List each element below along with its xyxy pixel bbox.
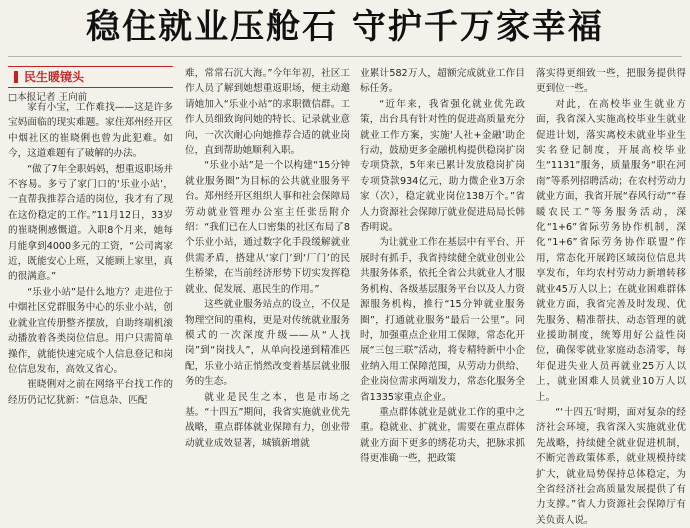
paragraph: 崔晓俐对之前在网络平台找工作的经历仍记忆犹新：“信息杂、匹配 bbox=[8, 379, 173, 406]
article-column-4 bbox=[536, 66, 686, 526]
kicker-label: 民生暖镜头 bbox=[24, 70, 85, 84]
paragraph: 重点群体就业是就业工作的重中之重。稳就业、扩就业，需要在重点群体就业方面下更多的绣花功夫，把脉求抓得更准确一些，把政策 bbox=[360, 406, 525, 465]
paragraph: 对此，在高校毕业生就业方面，我省深入实施高校毕业生就业促进计划，落实离校未就业毕业生实名登记制度，开展高校毕业生“1131”服务，质量服务“职在河南”等系列招聘活动；在农村劳动力就业方面，我省开展“春风行动”“春暖农民工”等务服务活动，深化“1+6”省际劳务协作机制，深化“1+6”省际劳务协作联盟”作用，常态化开展跨区域岗位信息共享发布，年均农村劳动力新增转移就业45万人以上；在就业困难群体就业方面，我省完善及时发现、优先服务、精准帮扶、动态管理的就业援助制度，统筹用好公益性岗位，确保零就业家庭动态清零，每年促进失业人员再就业25万人以上，就业困难人员就业10万人以上。 bbox=[536, 98, 686, 403]
headline-divider bbox=[8, 56, 682, 57]
paragraph: “乐业小站”是什么地方？走进位于中烟社区党群服务中心的乐业小站，创业就业宣传册整齐摆放，自助终端机滚动播放着各类岗位信息。用户只需简单操作，就能快速完成个人信息登记和岗位信息发布，高效又省心。 bbox=[8, 286, 173, 375]
paragraph: 就业是民生之本，也是市场之基。“十四五”期间，我省实施就业优先战略，重点群体就业保障有力，创业带动就业成效显著，城镇新增就 bbox=[185, 391, 350, 449]
kicker-bar bbox=[14, 71, 18, 83]
article-column-3 bbox=[360, 66, 525, 465]
paragraph: 业累计582万人，超额完成就业工作目标任务。 bbox=[360, 68, 525, 95]
paragraph: “乐业小站”是一个以构建“15分钟就业服务圈”为目标的公共就业服务平台。郑州经开区组织人事和社会保障局劳动就业管理办公室主任张岳附介绍：“我们已在人口密集的社区布局了8个乐业小站，通过数字化手段缓解就业供需矛盾，搭建从‘家门’到‘厂门’的民生桥梁，在当前经济形势下切实发挥稳就业、促发展、惠民生的作用。” bbox=[185, 160, 350, 295]
paragraph: 难，常常石沉大海。”今年年初，社区工作人员了解到她想重返职场，便主动邀请她加入“乐业小站”的求职微信群。工作人员细致询问她的特长、记录就业意向，一次次耐心向她推荐合适的就业岗位，直到帮助她顺利入职。 bbox=[185, 68, 350, 157]
paragraph: 落实得更细致一些，把服务提供得更到位一些。 bbox=[536, 68, 686, 95]
article-column-2 bbox=[185, 66, 350, 449]
headline: 稳住就业压舱石 守护千万家幸福 bbox=[86, 7, 604, 47]
byline: □本报记者 王向前 bbox=[8, 92, 88, 103]
paragraph: “做了7年全职妈妈，想重返职场并不容易。多亏了家门口的‘乐业小站’，一直帮我推荐合适的岗位，我才有了现在这份稳定的工作。”11月12日，33岁的崔晓俐感慨道。入职8个月来，她每月能拿到4000多元的工资，“公司离家近，既能安心上班，又能顾上家里，真的很满意。” bbox=[8, 163, 173, 283]
section-kicker bbox=[8, 66, 173, 88]
paragraph: 这些就业服务站点的设立，不仅是物理空间的重构，更是对传统就业服务模式的一次深度升级——从“人找岗”到“岗找人”，从单向投递到精准匹配，乐业小站正悄然改变着基层就业服务的生态。 bbox=[185, 299, 350, 388]
article-column-1 bbox=[8, 100, 173, 425]
paragraph: “‘十四五’时期，面对复杂的经济社会环境，我省深入实施就业优先战略，持续健全就业促进机制，不断完善政策体系，就业规模持续扩大，就业局势保持总体稳定，为全省经济社会高质量发展提供了有力支撑。”省人力资源社会保障厅有关负责人说。 bbox=[536, 406, 686, 526]
paragraph: 为让就业工作在基层中有平台、开展时有抓手，我省持续健全就业创业公共服务体系，依托全省公共就业人才服务机构、各级基层服务平台以及人力资源服务机构，推行“15分钟就业服务圈”，打通就业服务“最后一公里”。同时，加强重点企业用工保障，常态化开展“三包三联”活动，将专精特新中小企业纳入用工保障范围，从劳动力供给、企业岗位需求两端发力，常态化服务全省1335家重点企业。 bbox=[360, 237, 525, 403]
paragraph: 家有小宝，工作难找——这是许多宝妈面临的现实难题。家住郑州经开区中烟社区的崔晓俐也曾为此犯难。如今，这道难题有了破解的办法。 bbox=[8, 102, 173, 160]
paragraph: “近年来，我省强化就业优先政策，出台具有针对性的促进高质量充分就业工作方案，实施‘人社+金融’助企行动，鼓励更多金融机构提供稳岗扩岗专项贷款，5年来已累计发放稳岗扩岗专项贷款934亿元，助力微企业3万余家（次），稳定就业岗位138万个。”省人力资源社会保障厅就业促进局局长韩香明说。 bbox=[360, 98, 525, 234]
